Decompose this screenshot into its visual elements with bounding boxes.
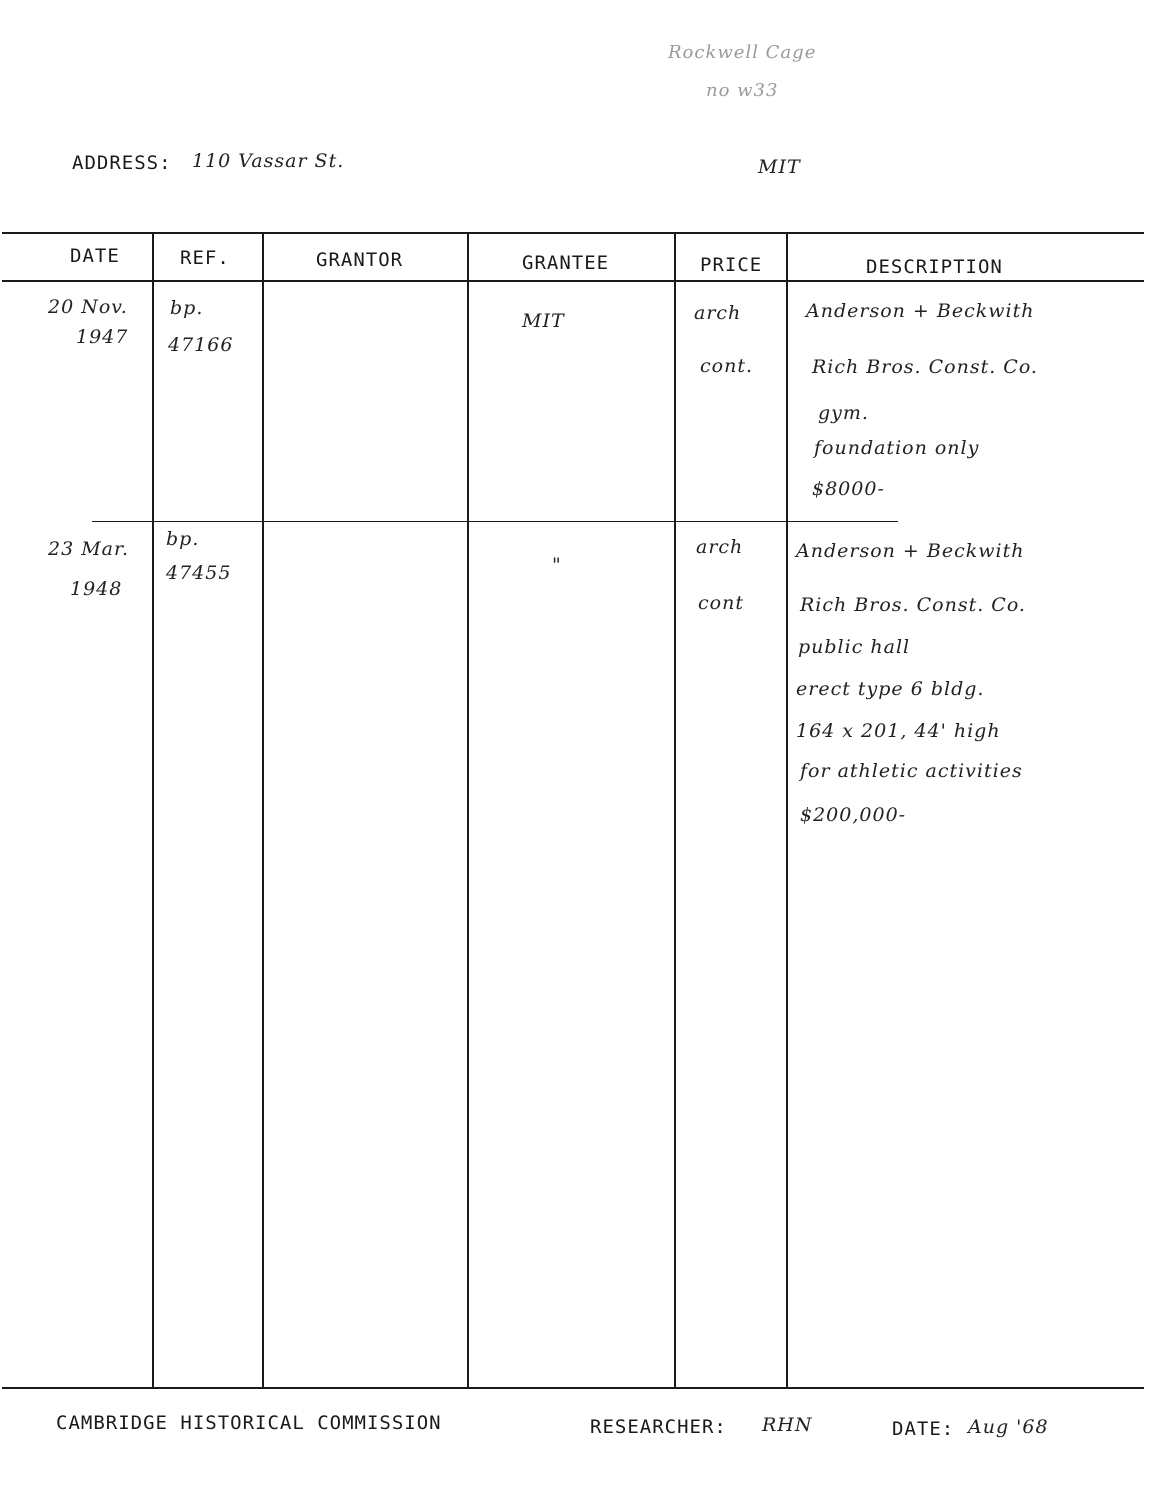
row1-date-line2: 1947 xyxy=(76,326,129,348)
row2-date-line2: 1948 xyxy=(70,578,123,600)
row1-ref-line2: 47166 xyxy=(168,334,234,356)
row2-desc-line: public hall xyxy=(798,636,911,658)
row2-price-line2: cont xyxy=(698,592,744,614)
row2-date-line1: 23 Mar. xyxy=(48,538,130,560)
row1-date-line1: 20 Nov. xyxy=(48,296,128,318)
row2-price-line1: arch xyxy=(696,536,744,558)
row2-desc-line: $200,000- xyxy=(800,804,907,826)
commission-name: CAMBRIDGE HISTORICAL COMMISSION xyxy=(56,1412,442,1434)
column-header-price: PRICE xyxy=(700,254,763,276)
row1-desc-line: Anderson + Beckwith xyxy=(806,300,1035,322)
address-label: ADDRESS: xyxy=(72,152,172,174)
note-name: Rockwell Cage xyxy=(668,42,817,63)
researcher-label: RESEARCHER: xyxy=(590,1416,727,1438)
row1-price-line1: arch xyxy=(694,302,742,324)
column-header-description: DESCRIPTION xyxy=(866,256,1003,278)
row2-desc-line: Anderson + Beckwith xyxy=(796,540,1025,562)
row2-desc-line: erect type 6 bldg. xyxy=(796,678,985,700)
column-header-grantor: GRANTOR xyxy=(316,249,404,271)
column-header-date: DATE xyxy=(70,245,120,267)
table-top-rule xyxy=(2,232,1144,234)
row1-price-line2: cont. xyxy=(700,355,753,377)
row2-desc-line: Rich Bros. Const. Co. xyxy=(800,594,1026,616)
row2-grantee-ditto: " xyxy=(552,554,562,576)
owner-name: MIT xyxy=(758,156,801,178)
row2-ref-line2: 47455 xyxy=(166,562,232,584)
row1-grantee: MIT xyxy=(522,310,565,332)
column-header-grantee: GRANTEE xyxy=(522,252,610,274)
column-divider-5 xyxy=(786,232,788,1388)
table-bottom-rule xyxy=(2,1387,1144,1389)
researcher-initials: RHN xyxy=(762,1414,813,1436)
row1-ref-line1: bp. xyxy=(170,297,204,319)
column-divider-2 xyxy=(262,232,264,1388)
row1-desc-line: $8000- xyxy=(812,478,885,500)
column-divider-1 xyxy=(152,232,154,1388)
row2-ref-line1: bp. xyxy=(166,528,200,550)
address-value: 110 Vassar St. xyxy=(192,150,345,172)
date-value: Aug '68 xyxy=(968,1416,1049,1438)
row1-desc-line: gym. xyxy=(818,402,869,424)
row2-desc-line: 164 x 201, 44' high xyxy=(796,720,1001,742)
column-divider-4 xyxy=(674,232,676,1388)
row2-desc-line: for athletic activities xyxy=(800,760,1023,782)
column-divider-3 xyxy=(467,232,469,1388)
header-bottom-rule xyxy=(2,280,1144,282)
row1-desc-line: foundation only xyxy=(814,437,980,459)
row-divider xyxy=(92,521,898,522)
date-label: DATE: xyxy=(892,1418,955,1440)
note-number: no w33 xyxy=(706,80,779,101)
row1-desc-line: Rich Bros. Const. Co. xyxy=(812,356,1038,378)
column-header-ref: REF. xyxy=(180,247,230,269)
